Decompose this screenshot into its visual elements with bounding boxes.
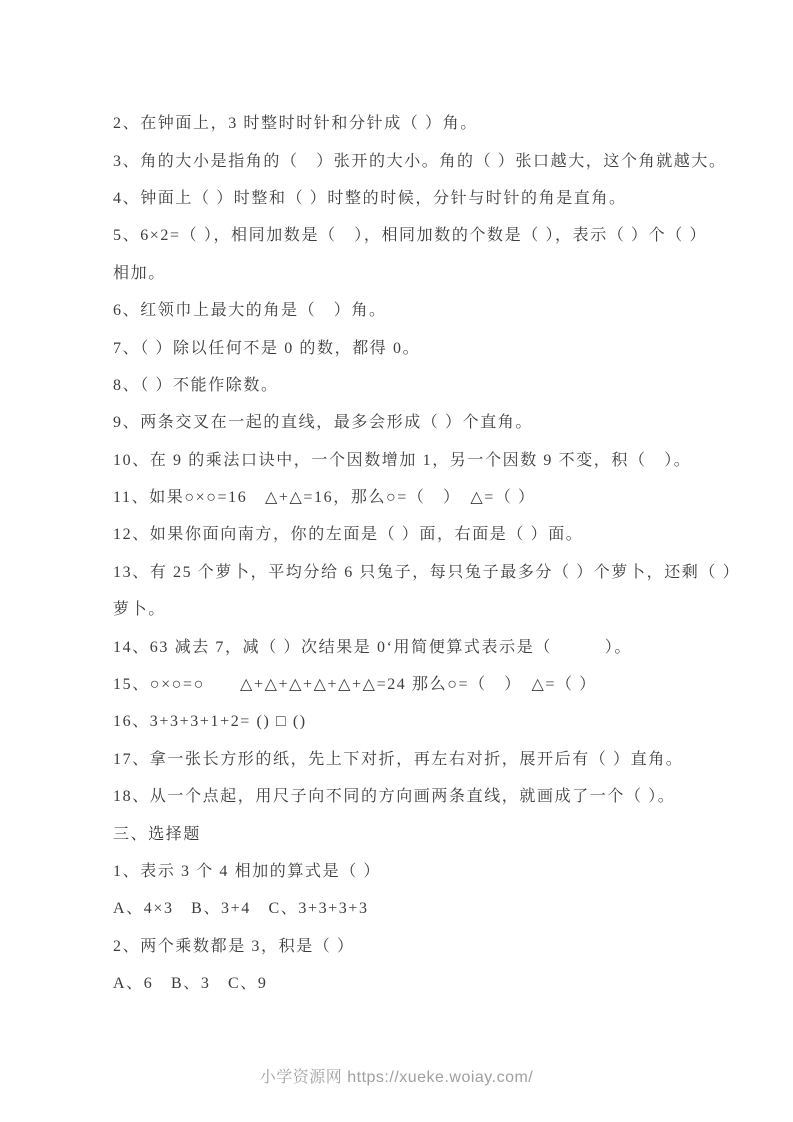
fill-question-14: 14、63 减去 7，减（ ）次结果是 0‘用简便算式表示是（ ）。 <box>113 638 632 656</box>
fill-question-7: 7、（ ）除以任何不是 0 的数，都得 0。 <box>113 339 421 357</box>
choice-question-2-options: A、6 B、3 C、9 <box>113 975 268 993</box>
fill-question-5: 5、6×2=（ ），相同加数是（ ），相同加数的个数是（ ），表示（ ）个（ ） <box>113 227 708 245</box>
fill-question-11: 11、如果○×○=16 △+△=16，那么○=（ ） △=（ ） <box>113 489 536 507</box>
footer-url: https://xueke.woiay.com/ <box>347 1069 534 1086</box>
page-footer <box>0 1064 793 1087</box>
fill-question-13-continued: 萝卜。 <box>113 601 166 619</box>
fill-question-17: 17、拿一张长方形的纸，先上下对折，再左右对折，展开后有（ ）直角。 <box>113 750 684 768</box>
fill-question-9: 9、两条交叉在一起的直线，最多会形成（ ）个直角。 <box>113 414 534 432</box>
choice-question-2-prompt: 2、两个乘数都是 3，积是（ ） <box>113 937 355 955</box>
fill-question-5-continued: 相加。 <box>113 264 166 282</box>
fill-question-12: 12、如果你面向南方，你的左面是（ ）面，右面是（ ）面。 <box>113 526 584 544</box>
fill-question-10: 10、在 9 的乘法口诀中，一个因数增加 1，另一个因数 9 不变，积（ ）。 <box>113 451 692 469</box>
fill-question-15: 15、○×○=○ △+△+△+△+△+△=24 那么○=（ ） △=（ ） <box>113 676 597 694</box>
choice-question-1-prompt: 1、表示 3 个 4 相加的算式是（ ） <box>113 863 382 880</box>
fill-question-18: 18、从一个点起，用尺子向不同的方向画两条直线，就画成了一个（ ）。 <box>113 788 676 806</box>
fill-question-2: 2、在钟面上，3 时整时时针和分针成（ ）角。 <box>113 115 478 133</box>
footer-site-name: 小学资源网 <box>259 1069 343 1086</box>
fill-question-4: 4、钟面上（ ）时整和（ ）时整的时候，分针与时针的角是直角。 <box>113 189 627 207</box>
fill-question-16: 16、3+3+3+1+2= () □ () <box>113 713 307 731</box>
question-list <box>113 103 753 1000</box>
fill-question-8: 8、（ ）不能作除数。 <box>113 376 279 394</box>
choice-question-1-options: A、4×3 B、3+4 C、3+3+3+3 <box>113 900 369 918</box>
fill-question-3: 3、角的大小是指角的（ ）张开的大小。角的（ ）张口越大，这个角就越大。 <box>113 152 727 170</box>
section-title-choice: 三、选择题 <box>113 825 202 843</box>
fill-question-13: 13、有 25 个萝卜，平均分给 6 只兔子，每只兔子最多分（ ）个萝卜，还剩（ ） <box>113 563 741 581</box>
fill-question-6: 6、红领巾上最大的角是（ ）角。 <box>113 302 387 320</box>
